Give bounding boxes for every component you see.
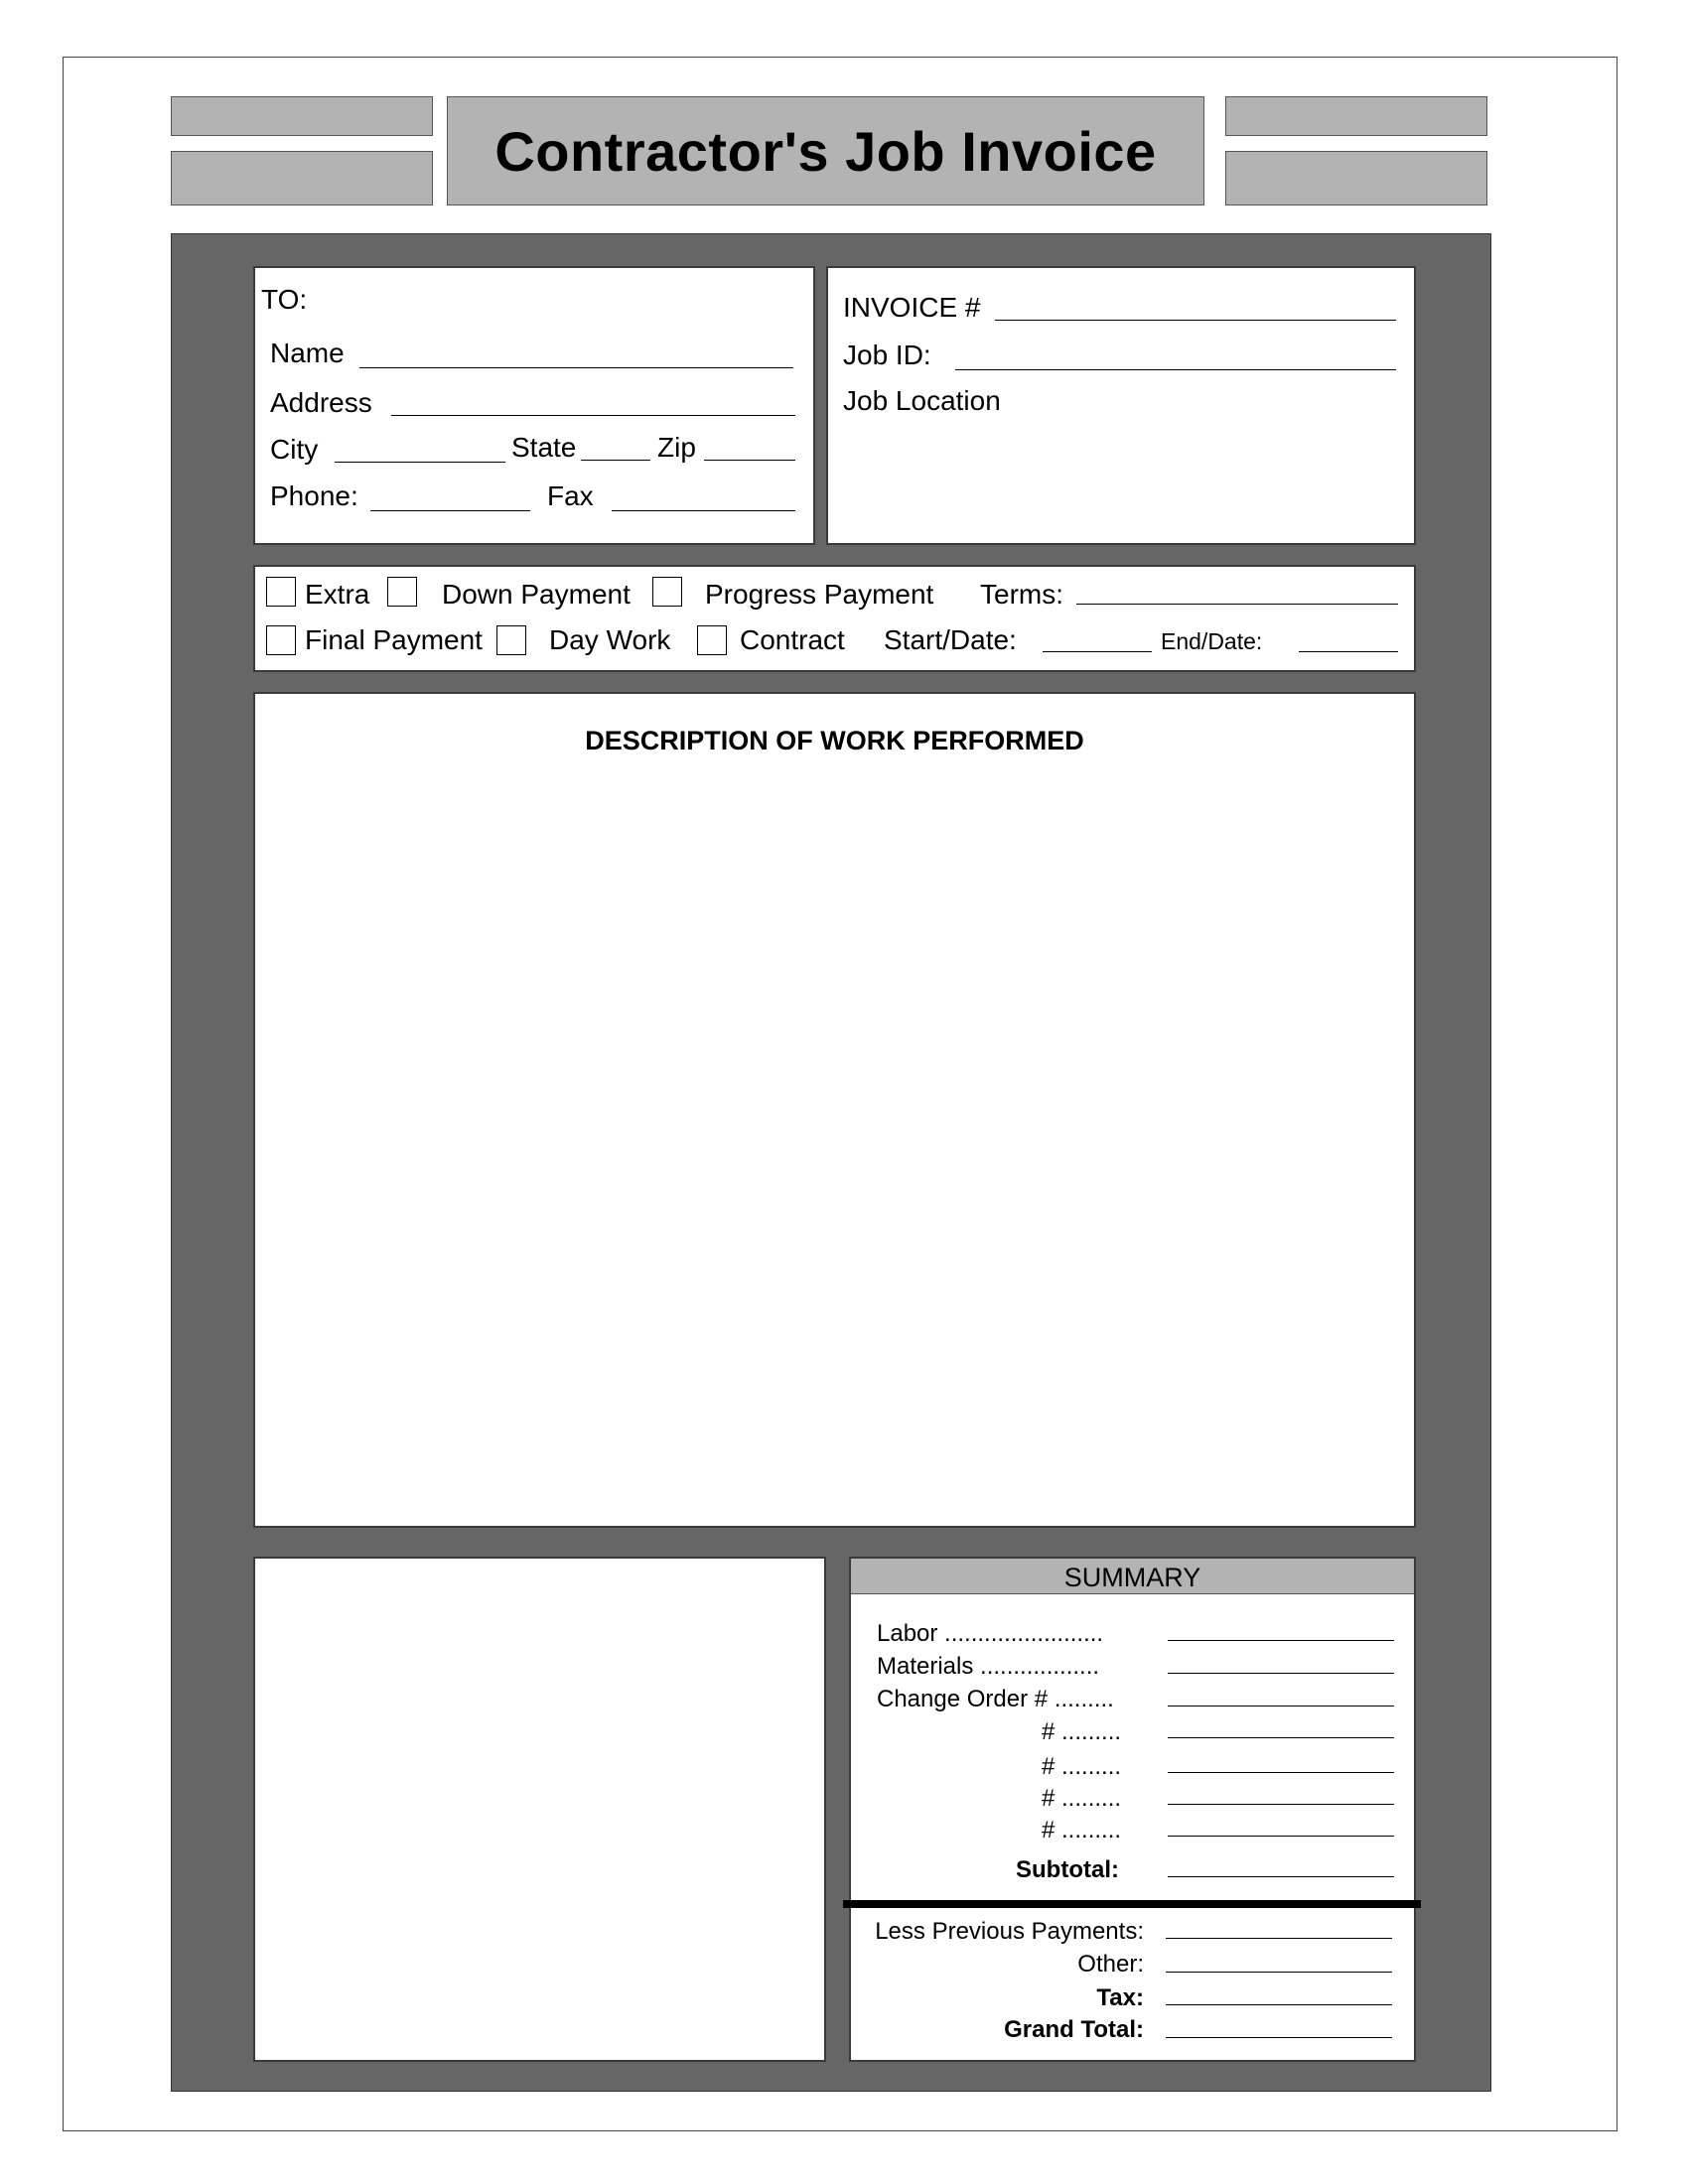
- change-order-hash-field[interactable]: [1168, 1836, 1394, 1837]
- change-order-hash-label: # .........: [1042, 1753, 1122, 1780]
- address-label: Address: [270, 387, 372, 418]
- subtotal-label: Subtotal:: [1016, 1856, 1119, 1883]
- down-payment-checkbox[interactable]: [387, 577, 417, 607]
- other-label: Other:: [1077, 1951, 1144, 1978]
- header-bar-top-right: [1225, 96, 1487, 136]
- grand-total-field[interactable]: [1166, 2037, 1392, 2038]
- final-payment-label: Final Payment: [305, 624, 483, 655]
- tax-field[interactable]: [1166, 2004, 1392, 2005]
- start-date-field[interactable]: [1043, 651, 1152, 652]
- less-previous-payments-label: Less Previous Payments:: [875, 1918, 1144, 1945]
- city-field[interactable]: [335, 462, 505, 463]
- fax-label: Fax: [547, 480, 594, 511]
- job-id-label: Job ID:: [843, 340, 931, 370]
- end-date-field[interactable]: [1299, 651, 1398, 652]
- job-location-label: Job Location: [843, 385, 1001, 416]
- description-panel: [253, 692, 1416, 1528]
- summary-title: SUMMARY: [1063, 1563, 1201, 1592]
- labor-label: Labor ........................: [877, 1620, 1104, 1647]
- start-date-label: Start/Date:: [884, 624, 1017, 655]
- header-bar-bottom-right: [1225, 151, 1487, 205]
- change-order-hash-label: # .........: [1042, 1817, 1122, 1843]
- down-payment-label: Down Payment: [442, 579, 631, 610]
- change-order-hash-label: # .........: [1042, 1718, 1122, 1745]
- invoice-title: Contractor's Job Invoice: [447, 96, 1204, 205]
- to-label: TO:: [261, 284, 308, 315]
- payment-options-panel: [253, 565, 1416, 672]
- change-order-hash-field[interactable]: [1168, 1737, 1394, 1738]
- final-payment-checkbox[interactable]: [266, 625, 296, 655]
- phone-label: Phone:: [270, 480, 358, 511]
- state-label: State: [511, 432, 577, 463]
- change-order-hash-label: # .........: [1042, 1785, 1122, 1812]
- change-order-hash-field[interactable]: [1168, 1804, 1394, 1805]
- change-order-label: Change Order # .........: [877, 1686, 1114, 1712]
- extra-checkbox[interactable]: [266, 577, 296, 607]
- fax-field[interactable]: [612, 510, 795, 511]
- day-work-label: Day Work: [549, 624, 671, 655]
- header-bar-top-left: [171, 96, 433, 136]
- zip-field[interactable]: [704, 460, 795, 461]
- less-previous-payments-field[interactable]: [1166, 1938, 1392, 1939]
- state-field[interactable]: [581, 460, 650, 461]
- materials-field[interactable]: [1168, 1673, 1394, 1674]
- to-panel: [253, 266, 815, 545]
- terms-label: Terms:: [980, 579, 1063, 610]
- invoice-number-field[interactable]: [995, 320, 1396, 321]
- invoice-number-label: INVOICE #: [843, 292, 981, 323]
- progress-payment-checkbox[interactable]: [652, 577, 682, 607]
- contract-checkbox[interactable]: [697, 625, 727, 655]
- job-id-field[interactable]: [955, 369, 1396, 370]
- day-work-checkbox[interactable]: [496, 625, 526, 655]
- extra-label: Extra: [305, 579, 370, 610]
- name-label: Name: [270, 338, 345, 368]
- labor-field[interactable]: [1168, 1640, 1394, 1641]
- change-order-hash-field[interactable]: [1168, 1772, 1394, 1773]
- description-title: DESCRIPTION OF WORK PERFORMED: [585, 726, 1084, 755]
- invoice-panel: [826, 266, 1416, 545]
- end-date-label: End/Date:: [1161, 628, 1263, 654]
- progress-payment-label: Progress Payment: [705, 579, 934, 610]
- notes-panel[interactable]: [253, 1557, 826, 2062]
- address-field[interactable]: [391, 415, 795, 416]
- materials-label: Materials ..................: [877, 1653, 1100, 1680]
- other-field[interactable]: [1166, 1972, 1392, 1973]
- name-field[interactable]: [359, 367, 793, 368]
- terms-field[interactable]: [1076, 604, 1398, 605]
- description-area[interactable]: [275, 773, 1394, 1506]
- contract-label: Contract: [740, 624, 845, 655]
- tax-label: Tax:: [1096, 1984, 1144, 2011]
- phone-field[interactable]: [370, 510, 530, 511]
- zip-label: Zip: [657, 432, 696, 463]
- grand-total-label: Grand Total:: [1004, 2016, 1144, 2043]
- header-bar-bottom-left: [171, 151, 433, 205]
- city-label: City: [270, 434, 319, 465]
- summary-separator: [843, 1900, 1421, 1908]
- subtotal-field[interactable]: [1168, 1876, 1394, 1877]
